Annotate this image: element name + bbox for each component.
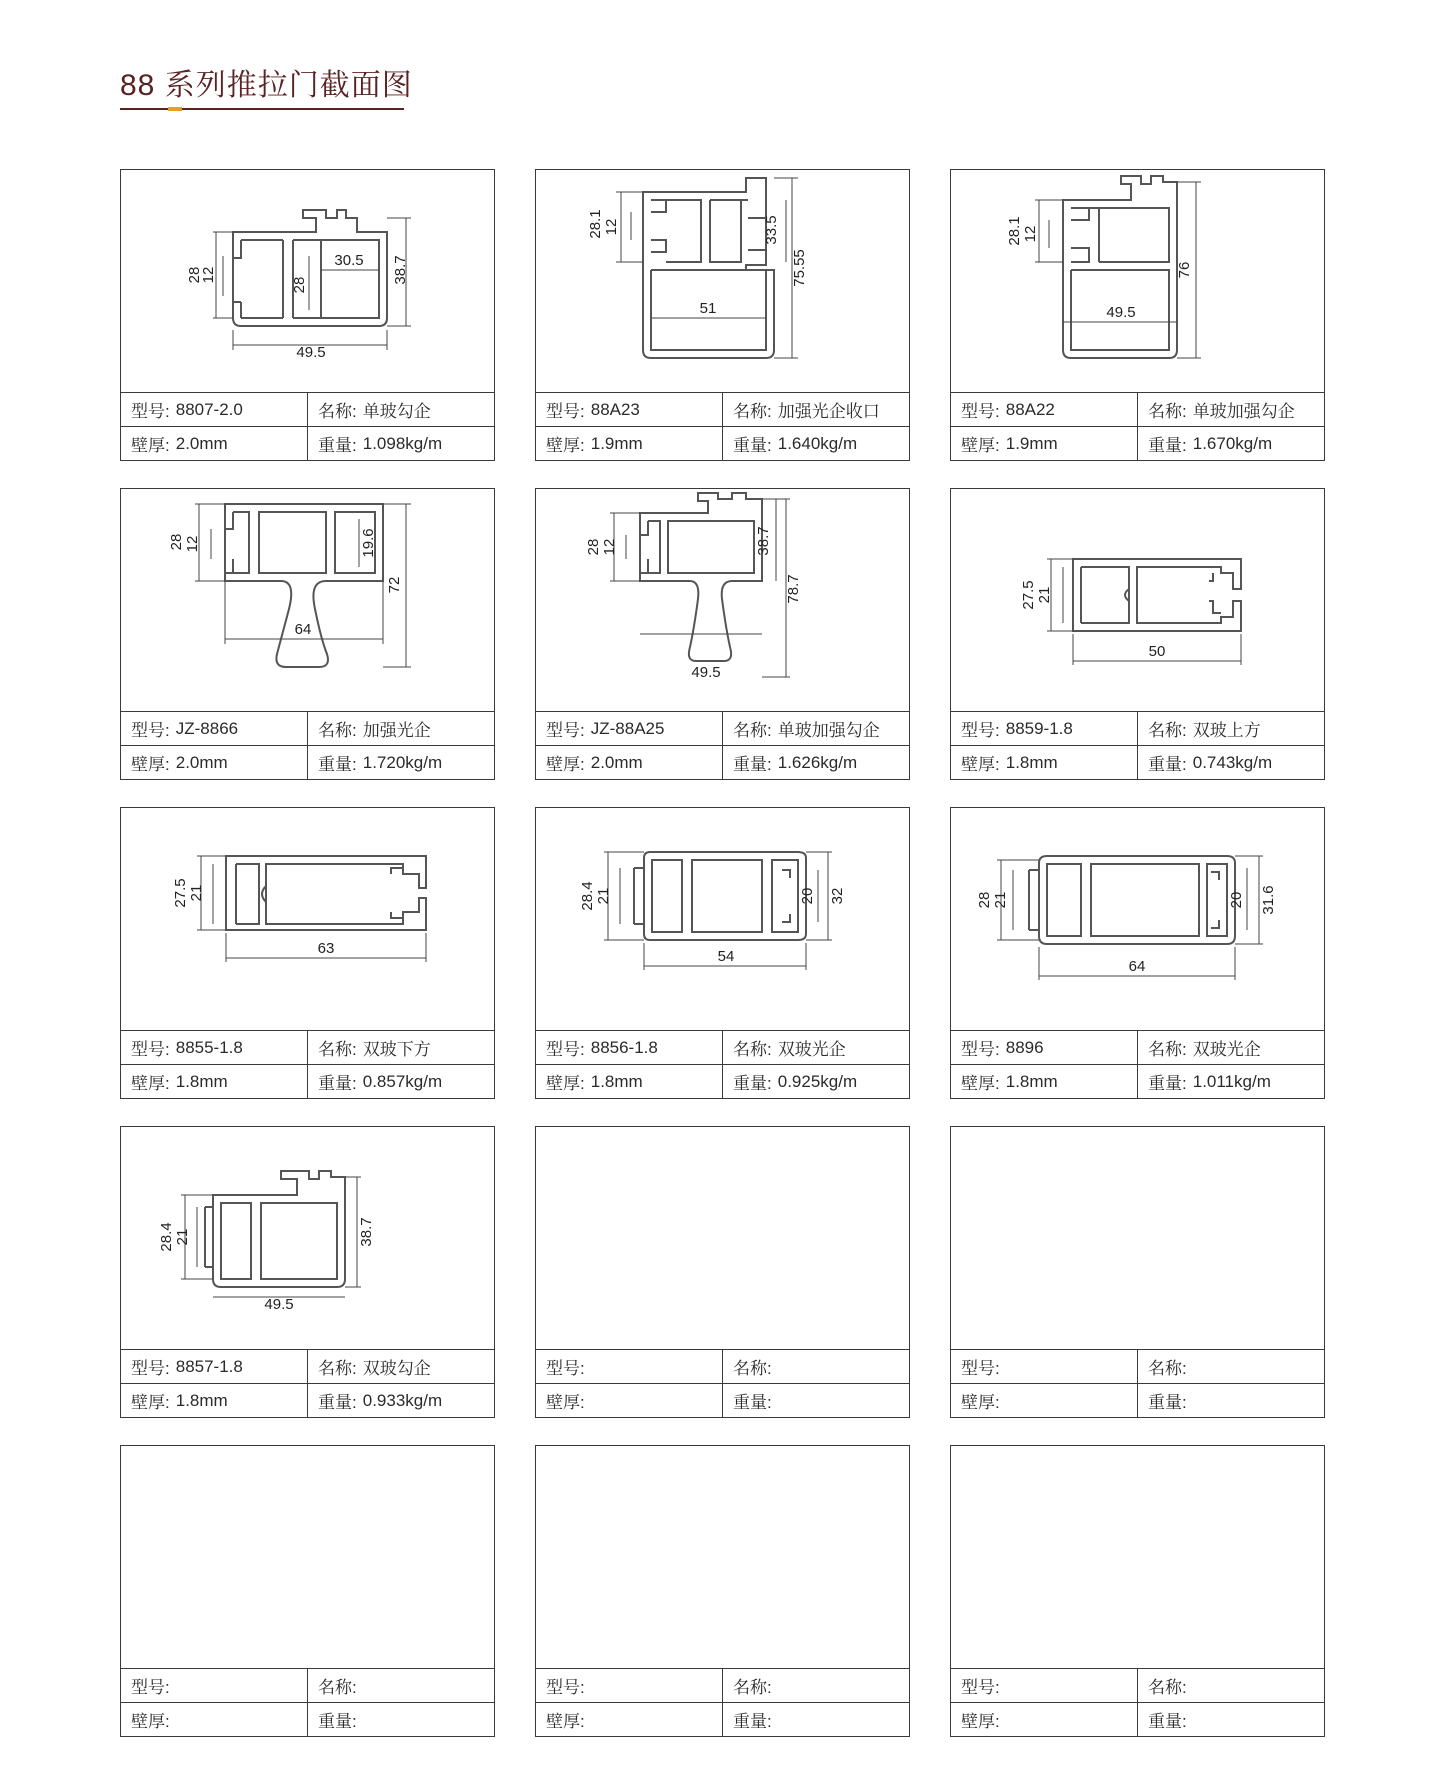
name-label: 名称: xyxy=(1148,1678,1187,1697)
name-value: 双玻光企 xyxy=(1192,1040,1261,1059)
wall-thickness-value: 1.8mm xyxy=(175,1390,228,1410)
name-label: 名称: xyxy=(318,1678,357,1697)
profile-card xyxy=(120,807,495,1099)
model-label: 型号: xyxy=(546,1678,585,1697)
wall-thickness-label: 壁厚: xyxy=(546,755,585,774)
dimension-label: 49.5 xyxy=(691,664,721,681)
weight-value: 1.626kg/m xyxy=(777,752,858,772)
wall-thickness-value: 1.8mm xyxy=(1005,1071,1058,1091)
profile-cross-section-drawing xyxy=(121,1127,493,1349)
dimension-label: 30.5 xyxy=(334,252,364,269)
model-value: JZ-8866 xyxy=(175,718,239,738)
dimension-label: 49.5 xyxy=(1106,304,1136,321)
model-label: 型号: xyxy=(961,721,1000,740)
dimension-label: 28.4 xyxy=(579,881,596,911)
profile-info-table xyxy=(536,392,909,459)
profile-info-table xyxy=(121,1030,494,1097)
weight-label: 重量: xyxy=(318,1074,357,1093)
model-value: 8896 xyxy=(1005,1037,1044,1057)
weight-value: 0.743kg/m xyxy=(1192,752,1273,772)
dimension-label: 20 xyxy=(1228,891,1245,909)
profile-grid xyxy=(120,169,1326,1737)
name-label: 名称: xyxy=(1148,1359,1187,1378)
dimension-label: 12 xyxy=(200,266,217,284)
wall-thickness-label: 壁厚: xyxy=(131,1393,170,1412)
dimension-label: 38.7 xyxy=(755,526,772,556)
dimension-label: 27.5 xyxy=(172,878,189,908)
profile-info-table xyxy=(536,1030,909,1097)
name-label: 名称: xyxy=(733,1359,772,1378)
dimension-label: 28.1 xyxy=(587,209,604,239)
wall-thickness-label: 壁厚: xyxy=(546,1712,585,1731)
dimension-label: 50 xyxy=(1148,643,1166,660)
name-value: 双玻上方 xyxy=(1192,721,1261,740)
name-label: 名称: xyxy=(318,402,357,421)
profile-info-table xyxy=(536,1349,909,1416)
dimension-label: 21 xyxy=(188,884,205,902)
dimension-label: 64 xyxy=(294,621,312,638)
profile-info-table xyxy=(951,1668,1324,1735)
weight-value: 0.925kg/m xyxy=(777,1071,858,1091)
profile-info-table xyxy=(121,392,494,459)
dimension-label: 21 xyxy=(1036,586,1053,604)
profile-card xyxy=(120,1126,495,1418)
model-value: 88A23 xyxy=(590,399,640,419)
dimension-label: 63 xyxy=(317,940,335,957)
dimension-label: 12 xyxy=(1022,225,1039,243)
dimension-label: 20 xyxy=(799,887,816,905)
wall-thickness-value: 1.8mm xyxy=(590,1071,643,1091)
profile-cross-section-drawing xyxy=(536,1127,908,1349)
profile-info-table xyxy=(951,711,1324,778)
name-label: 名称: xyxy=(318,1359,357,1378)
name-value: 双玻光企 xyxy=(777,1040,846,1059)
profile-card xyxy=(950,807,1325,1099)
wall-thickness-value: 1.8mm xyxy=(175,1071,228,1091)
profile-info-table xyxy=(951,1349,1324,1416)
weight-value: 1.098kg/m xyxy=(362,433,443,453)
wall-thickness-label: 壁厚: xyxy=(131,755,170,774)
weight-value: 1.640kg/m xyxy=(777,433,858,453)
profile-card xyxy=(535,169,910,461)
dimension-label: 75.55 xyxy=(791,249,808,287)
dimension-label: 21 xyxy=(595,887,612,905)
name-label: 名称: xyxy=(733,721,772,740)
profile-card xyxy=(950,1445,1325,1737)
dimension-label: 21 xyxy=(174,1228,191,1246)
name-value: 双玻勾企 xyxy=(362,1359,431,1378)
model-label: 型号: xyxy=(961,1678,1000,1697)
dimension-label: 12 xyxy=(184,535,201,553)
weight-label: 重量: xyxy=(1148,436,1187,455)
profile-card xyxy=(535,807,910,1099)
dimension-label: 33.5 xyxy=(763,215,780,245)
model-value: 88A22 xyxy=(1005,399,1055,419)
wall-thickness-label: 壁厚: xyxy=(546,1074,585,1093)
model-value: 8856-1.8 xyxy=(590,1037,658,1057)
weight-label: 重量: xyxy=(733,436,772,455)
model-label: 型号: xyxy=(546,402,585,421)
wall-thickness-label: 壁厚: xyxy=(546,436,585,455)
model-label: 型号: xyxy=(546,1359,585,1378)
weight-label: 重量: xyxy=(1148,1393,1187,1412)
name-value: 双玻下方 xyxy=(362,1040,431,1059)
dimension-label: 78.7 xyxy=(785,574,802,604)
dimension-label: 28 xyxy=(186,266,203,284)
title-underline xyxy=(120,108,404,110)
name-label: 名称: xyxy=(1148,721,1187,740)
profile-card xyxy=(950,488,1325,780)
model-label: 型号: xyxy=(131,721,170,740)
model-value: 8807-2.0 xyxy=(175,399,243,419)
model-label: 型号: xyxy=(131,1359,170,1378)
profile-cross-section-drawing xyxy=(951,808,1323,1030)
name-label: 名称: xyxy=(733,1040,772,1059)
dimension-label: 28 xyxy=(168,533,185,551)
name-value: 单玻加强勾企 xyxy=(777,721,880,740)
model-label: 型号: xyxy=(131,1040,170,1059)
weight-label: 重量: xyxy=(318,755,357,774)
profile-cross-section-drawing xyxy=(951,489,1323,711)
wall-thickness-label: 壁厚: xyxy=(131,1074,170,1093)
wall-thickness-label: 壁厚: xyxy=(546,1393,585,1412)
dimension-label: 28.4 xyxy=(158,1222,175,1252)
dimension-label: 38.7 xyxy=(392,255,409,285)
wall-thickness-value: 1.9mm xyxy=(1005,433,1058,453)
dimension-label: 28 xyxy=(291,276,308,294)
model-label: 型号: xyxy=(546,721,585,740)
wall-thickness-value: 2.0mm xyxy=(175,752,228,772)
wall-thickness-value: 1.9mm xyxy=(590,433,643,453)
model-value: 8859-1.8 xyxy=(1005,718,1073,738)
profile-cross-section-drawing xyxy=(951,170,1323,392)
profile-card xyxy=(535,1445,910,1737)
profile-cross-section-drawing xyxy=(121,1446,493,1668)
profile-card xyxy=(950,169,1325,461)
profile-info-table xyxy=(536,1668,909,1735)
dimension-label: 32 xyxy=(829,887,846,905)
weight-label: 重量: xyxy=(1148,1712,1187,1731)
profile-cross-section-drawing xyxy=(121,170,493,392)
name-label: 名称: xyxy=(1148,1040,1187,1059)
profile-cross-section-drawing xyxy=(536,1446,908,1668)
dimension-label: 27.5 xyxy=(1020,580,1037,610)
weight-value: 0.857kg/m xyxy=(362,1071,443,1091)
weight-label: 重量: xyxy=(733,1712,772,1731)
weight-value: 1.720kg/m xyxy=(362,752,443,772)
name-label: 名称: xyxy=(1148,402,1187,421)
dimension-label: 76 xyxy=(1176,261,1193,279)
name-value: 单玻勾企 xyxy=(362,402,431,421)
profile-cross-section-drawing xyxy=(951,1127,1323,1349)
model-label: 型号: xyxy=(961,1359,1000,1378)
dimension-label: 12 xyxy=(601,538,618,556)
model-label: 型号: xyxy=(961,402,1000,421)
wall-thickness-label: 壁厚: xyxy=(961,436,1000,455)
profile-card xyxy=(950,1126,1325,1418)
profile-cross-section-drawing xyxy=(121,808,493,1030)
dimension-label: 64 xyxy=(1128,958,1146,975)
weight-label: 重量: xyxy=(318,1712,357,1731)
name-value: 加强光企收口 xyxy=(777,402,880,421)
model-value: 8855-1.8 xyxy=(175,1037,243,1057)
dimension-label: 28.1 xyxy=(1006,216,1023,246)
weight-label: 重量: xyxy=(733,1393,772,1412)
profile-card xyxy=(120,488,495,780)
name-label: 名称: xyxy=(733,402,772,421)
dimension-label: 51 xyxy=(699,300,717,317)
dimension-label: 12 xyxy=(603,218,620,236)
profile-card xyxy=(535,488,910,780)
name-value: 单玻加强勾企 xyxy=(1192,402,1295,421)
weight-value: 1.011kg/m xyxy=(1192,1071,1271,1091)
profile-info-table xyxy=(121,711,494,778)
model-label: 型号: xyxy=(961,1040,1000,1059)
weight-label: 重量: xyxy=(1148,1074,1187,1093)
weight-label: 重量: xyxy=(733,755,772,774)
model-value: JZ-88A25 xyxy=(590,718,665,738)
model-label: 型号: xyxy=(546,1040,585,1059)
weight-value: 1.670kg/m xyxy=(1192,433,1273,453)
dimension-label: 28 xyxy=(585,538,602,556)
wall-thickness-label: 壁厚: xyxy=(131,436,170,455)
wall-thickness-label: 壁厚: xyxy=(961,1712,1000,1731)
dimension-label: 72 xyxy=(386,576,403,594)
profile-info-table xyxy=(951,1030,1324,1097)
profile-card xyxy=(120,1445,495,1737)
name-label: 名称: xyxy=(318,1040,357,1059)
profile-cross-section-drawing xyxy=(536,170,908,392)
weight-label: 重量: xyxy=(733,1074,772,1093)
model-label: 型号: xyxy=(131,1678,170,1697)
dimension-label: 54 xyxy=(717,948,735,965)
name-label: 名称: xyxy=(733,1678,772,1697)
page-title: 88 系列推拉门截面图 xyxy=(120,69,413,102)
title-accent-mark xyxy=(168,107,182,111)
profile-cross-section-drawing xyxy=(536,808,908,1030)
profile-info-table xyxy=(121,1668,494,1735)
wall-thickness-label: 壁厚: xyxy=(961,755,1000,774)
profile-card xyxy=(120,169,495,461)
wall-thickness-value: 1.8mm xyxy=(1005,752,1058,772)
wall-thickness-value: 2.0mm xyxy=(175,433,228,453)
profile-card xyxy=(535,1126,910,1418)
dimension-label: 21 xyxy=(992,891,1009,909)
weight-label: 重量: xyxy=(318,436,357,455)
dimension-label: 19.6 xyxy=(360,528,377,558)
profile-info-table xyxy=(121,1349,494,1416)
name-value: 加强光企 xyxy=(362,721,431,740)
weight-value: 0.933kg/m xyxy=(362,1390,443,1410)
wall-thickness-value: 2.0mm xyxy=(590,752,643,772)
profile-info-table xyxy=(536,711,909,778)
dimension-label: 28 xyxy=(976,891,993,909)
dimension-label: 31.6 xyxy=(1260,885,1277,915)
weight-label: 重量: xyxy=(1148,755,1187,774)
wall-thickness-label: 壁厚: xyxy=(961,1393,1000,1412)
profile-info-table xyxy=(951,392,1324,459)
weight-label: 重量: xyxy=(318,1393,357,1412)
profile-cross-section-drawing xyxy=(121,489,493,711)
dimension-label: 38.7 xyxy=(358,1217,375,1247)
model-value: 8857-1.8 xyxy=(175,1356,243,1376)
profile-cross-section-drawing xyxy=(536,489,908,711)
dimension-label: 49.5 xyxy=(264,1296,294,1313)
wall-thickness-label: 壁厚: xyxy=(961,1074,1000,1093)
name-label: 名称: xyxy=(318,721,357,740)
wall-thickness-label: 壁厚: xyxy=(131,1712,170,1731)
model-label: 型号: xyxy=(131,402,170,421)
dimension-label: 49.5 xyxy=(296,344,326,361)
profile-cross-section-drawing xyxy=(951,1446,1323,1668)
